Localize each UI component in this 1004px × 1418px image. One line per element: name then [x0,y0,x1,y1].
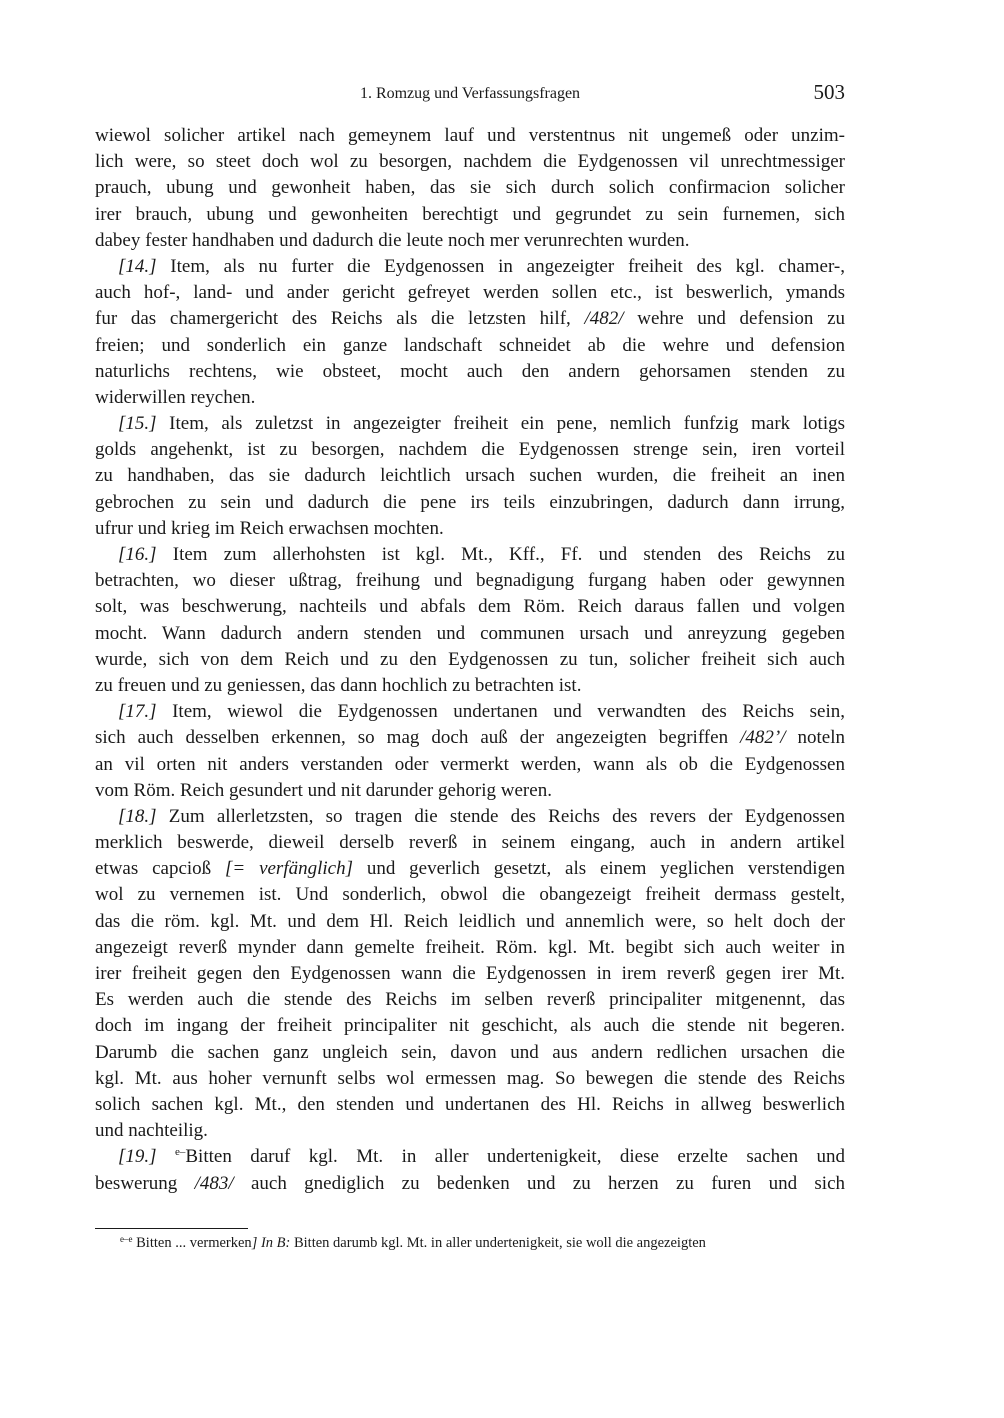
text-line [95,411,845,437]
paragraph [95,699,845,804]
text-segment: mocht. Wann dadurch andern stenden und communen ursach und anreyzung gegeben [95,622,845,644]
text-line [95,647,845,673]
paragraph [95,254,845,411]
text-segment: golds angehenkt, ist zu besorgen, nachdem die Eydgenossen strenge sein, iren vorteil [95,439,845,461]
text-segment: Zum allerletzsten, so tragen die stende des Reichs des revers der Eydgenossen [156,805,845,827]
paragraph [95,542,845,699]
text-segment: gebrochen zu sein und dadurch die pene irs teils einzubringen, dadurch dann irrung, [95,491,845,513]
text-line [95,254,845,280]
text-line [95,123,845,149]
text-segment: an vil orten nit anders verstanden oder vermerkt werden, wann als ob die Eydgenossen [95,753,845,775]
text-segment: lich were, so steet doch wol zu besorgen, nachdem die Eydgenossen vil unrechtmessiger [95,151,845,173]
text-line [95,594,845,620]
text-line [95,1013,845,1039]
text-segment: irer freiheit gegen den Eydgenossen wann die Eydgenossen in irem reverß gegen irer Mt. [95,963,845,984]
paragraph [95,411,845,542]
page-number: 503 [813,80,845,104]
section-number: [16.] [118,544,157,565]
text-line [95,856,845,882]
text-segment: naturlichs rechtens, wie obsteet, mocht auch den andern gehorsamen stenden zu [95,360,845,382]
section-number: [19.] [118,1146,157,1168]
section-number: [18.] [118,805,157,827]
text-line [95,987,845,1013]
text-segment: merklich beswerde, dieweil derselb reverß in seinem eingang, auch in andern artikel [95,832,845,854]
text-line [95,1144,845,1170]
text-segment: wehre und defension zu [623,308,845,330]
text-line [95,1040,845,1066]
text-line [95,542,845,568]
text-line [95,202,845,228]
running-title: 1. Romzug und Verfassungsfragen [359,85,581,102]
text-segment: freien; und sonderlich ein ganze landschaft schneidet ab die wehre und defension [95,334,845,356]
footnote [120,1233,845,1253]
text-line [95,306,845,332]
footnote-reference: e– [174,1146,186,1159]
text-segment: irer brauch, ubung und gewonheiten berechtigt und gegrundet zu sein furnemen, sich [95,203,845,225]
text-segment: auch hof-, land- und ander gericht gefreyet werden sollen etc., ist beswerlich, ymands [95,282,845,304]
text-segment: Item, wiewol die Eydgenossen undertanen und verwandten des Reichs sein, [156,701,845,723]
text-segment: Darumb die sachen ganz ungleich sein, davon und aus andern redlichen ursachen die [95,1041,845,1063]
text-line [95,752,845,778]
text-line [95,280,845,306]
text-line [95,1066,845,1092]
text-line [95,1092,845,1118]
text-segment [157,1146,175,1167]
text-segment: zu freuen und zu geniessen, das dann hochlich zu betrachten ist. [95,674,582,696]
text-line [95,568,845,594]
text-line [95,149,845,175]
text-line [95,463,845,489]
text-segment: kgl. Mt. aus hoher vernunft selbs wol ermessen mag. So bewegen die stende des Reichs [95,1067,845,1089]
text-line [95,725,845,751]
text-segment: und geverlich gesetzt, als einem yeglichen verstendigen [353,858,846,880]
text-segment: wol zu vernemen ist. Und sonderlich, obwol die obangezeigt freiheit dermass gestelt, [95,884,845,906]
text-segment: noteln [785,727,845,749]
text-line [95,437,845,463]
text-line [95,490,845,516]
footnote-siglum: ] In B: [251,1235,291,1251]
text-segment: widerwillen reychen. [95,386,256,408]
text-line [95,830,845,856]
text-segment: auch gnediglich zu bedenken und zu herzen zu furen und sich [233,1172,845,1194]
text-line [95,621,845,647]
section-number: [14.] [118,255,157,277]
section-number: [15.] [118,413,157,435]
text-line [95,882,845,908]
text-line [95,909,845,935]
text-segment: prauch, ubung und gewonheit haben, das sie sich durch solich confirmacion solicher [95,177,845,199]
text-line [95,516,845,542]
text-segment: betrachten, wo dieser ußtrag, freihung und begnadigung furgang haben oder gewynnen [95,570,845,592]
paragraph [95,123,845,254]
paragraph [95,1144,845,1196]
text-segment: fur das chamergericht des Reichs als die letzsten hilf, [95,308,585,330]
paragraph [95,804,845,1144]
footnote-lemma: Bitten ... vermerken [132,1235,252,1251]
text-line [95,935,845,961]
main-text [95,123,845,1197]
text-segment: vom Röm. Reich gesundert und nit darunder gehorig weren. [95,779,552,801]
text-line [95,673,845,699]
footnote-marker: e–e [120,1234,133,1244]
footnote-divider [95,1228,248,1229]
gloss: [= verfänglich] [225,858,353,880]
text-segment: etwas capcioß [95,858,226,880]
text-line [95,1118,845,1144]
text-line [95,333,845,359]
text-line [95,385,845,411]
text-segment: sich auch desselben erkennen, so mag doch auß der angezeigten begriffen [95,727,741,749]
text-segment: doch im ingang der freiheit principaliter nit geschicht, als auch die stende nit begeren. [95,1015,845,1037]
text-segment: angezeigt reverß mynder dann gemelte freiheit. Röm. kgl. Mt. begibt sich auch weiter in [95,936,845,958]
text-segment: das die röm. kgl. Mt. und dem Hl. Reich leidlich und annemlich were, so helt doch der [95,910,845,932]
text-line [95,1171,845,1197]
footnote-text: Bitten darumb kgl. Mt. in aller undertenigkeit, sie woll die angezeigten [290,1235,706,1251]
text-segment: zu handhaben, das sie dadurch leichtlich ursach suchen wurden, die freiheit an inen [95,465,845,487]
text-segment: Item, als zuletzst in angezeigter freiheit ein pene, nemlich funfzig mark lotigs [156,413,845,435]
text-line [95,804,845,830]
page-marker: /482’/ [740,727,786,749]
page-header [95,80,845,108]
text-segment: und nachteilig. [95,1120,208,1142]
text-line [95,961,845,987]
page-marker: /483/ [194,1172,234,1194]
text-segment: Es werden auch die stende des Reichs im selben reverß principaliter mitgenennt, das [95,989,845,1011]
text-segment: wiewol solicher artikel nach gemeynem lauf und verstentnus nit ungemeß oder unzim- [95,125,845,146]
page-marker: /482/ [584,308,624,330]
text-segment: ufrur und krieg im Reich erwachsen mochten. [95,517,444,539]
text-segment: wurde, sich von dem Reich und zu den Eydgenossen zu tun, solicher freiheit sich auch [95,648,845,670]
section-number: [17.] [118,701,157,723]
text-line [95,228,845,254]
text-line [95,175,845,201]
text-segment: dabey fester handhaben und dadurch die leute noch mer verunrechten wurden. [95,229,690,251]
text-segment: solt, was beschwerung, nachteils und abfals dem Röm. Reich daraus fallen und volgen [95,596,845,618]
text-segment: Bitten daruf kgl. Mt. in aller undertenigkeit, diese erzelte sachen und [185,1146,846,1168]
text-segment: beswerung [95,1172,195,1194]
text-line [95,699,845,725]
text-segment: Item, als nu furter die Eydgenossen in angezeigter freiheit des kgl. chamer-, [156,255,845,277]
text-segment: Item zum allerhohsten ist kgl. Mt., Kff., Ff. und stenden des Reichs zu [156,544,845,565]
text-line [95,359,845,385]
text-line [95,778,845,804]
text-segment: solich sachen kgl. Mt., den stenden und undertanen des Hl. Reichs in allweg beswerlich [95,1093,845,1115]
